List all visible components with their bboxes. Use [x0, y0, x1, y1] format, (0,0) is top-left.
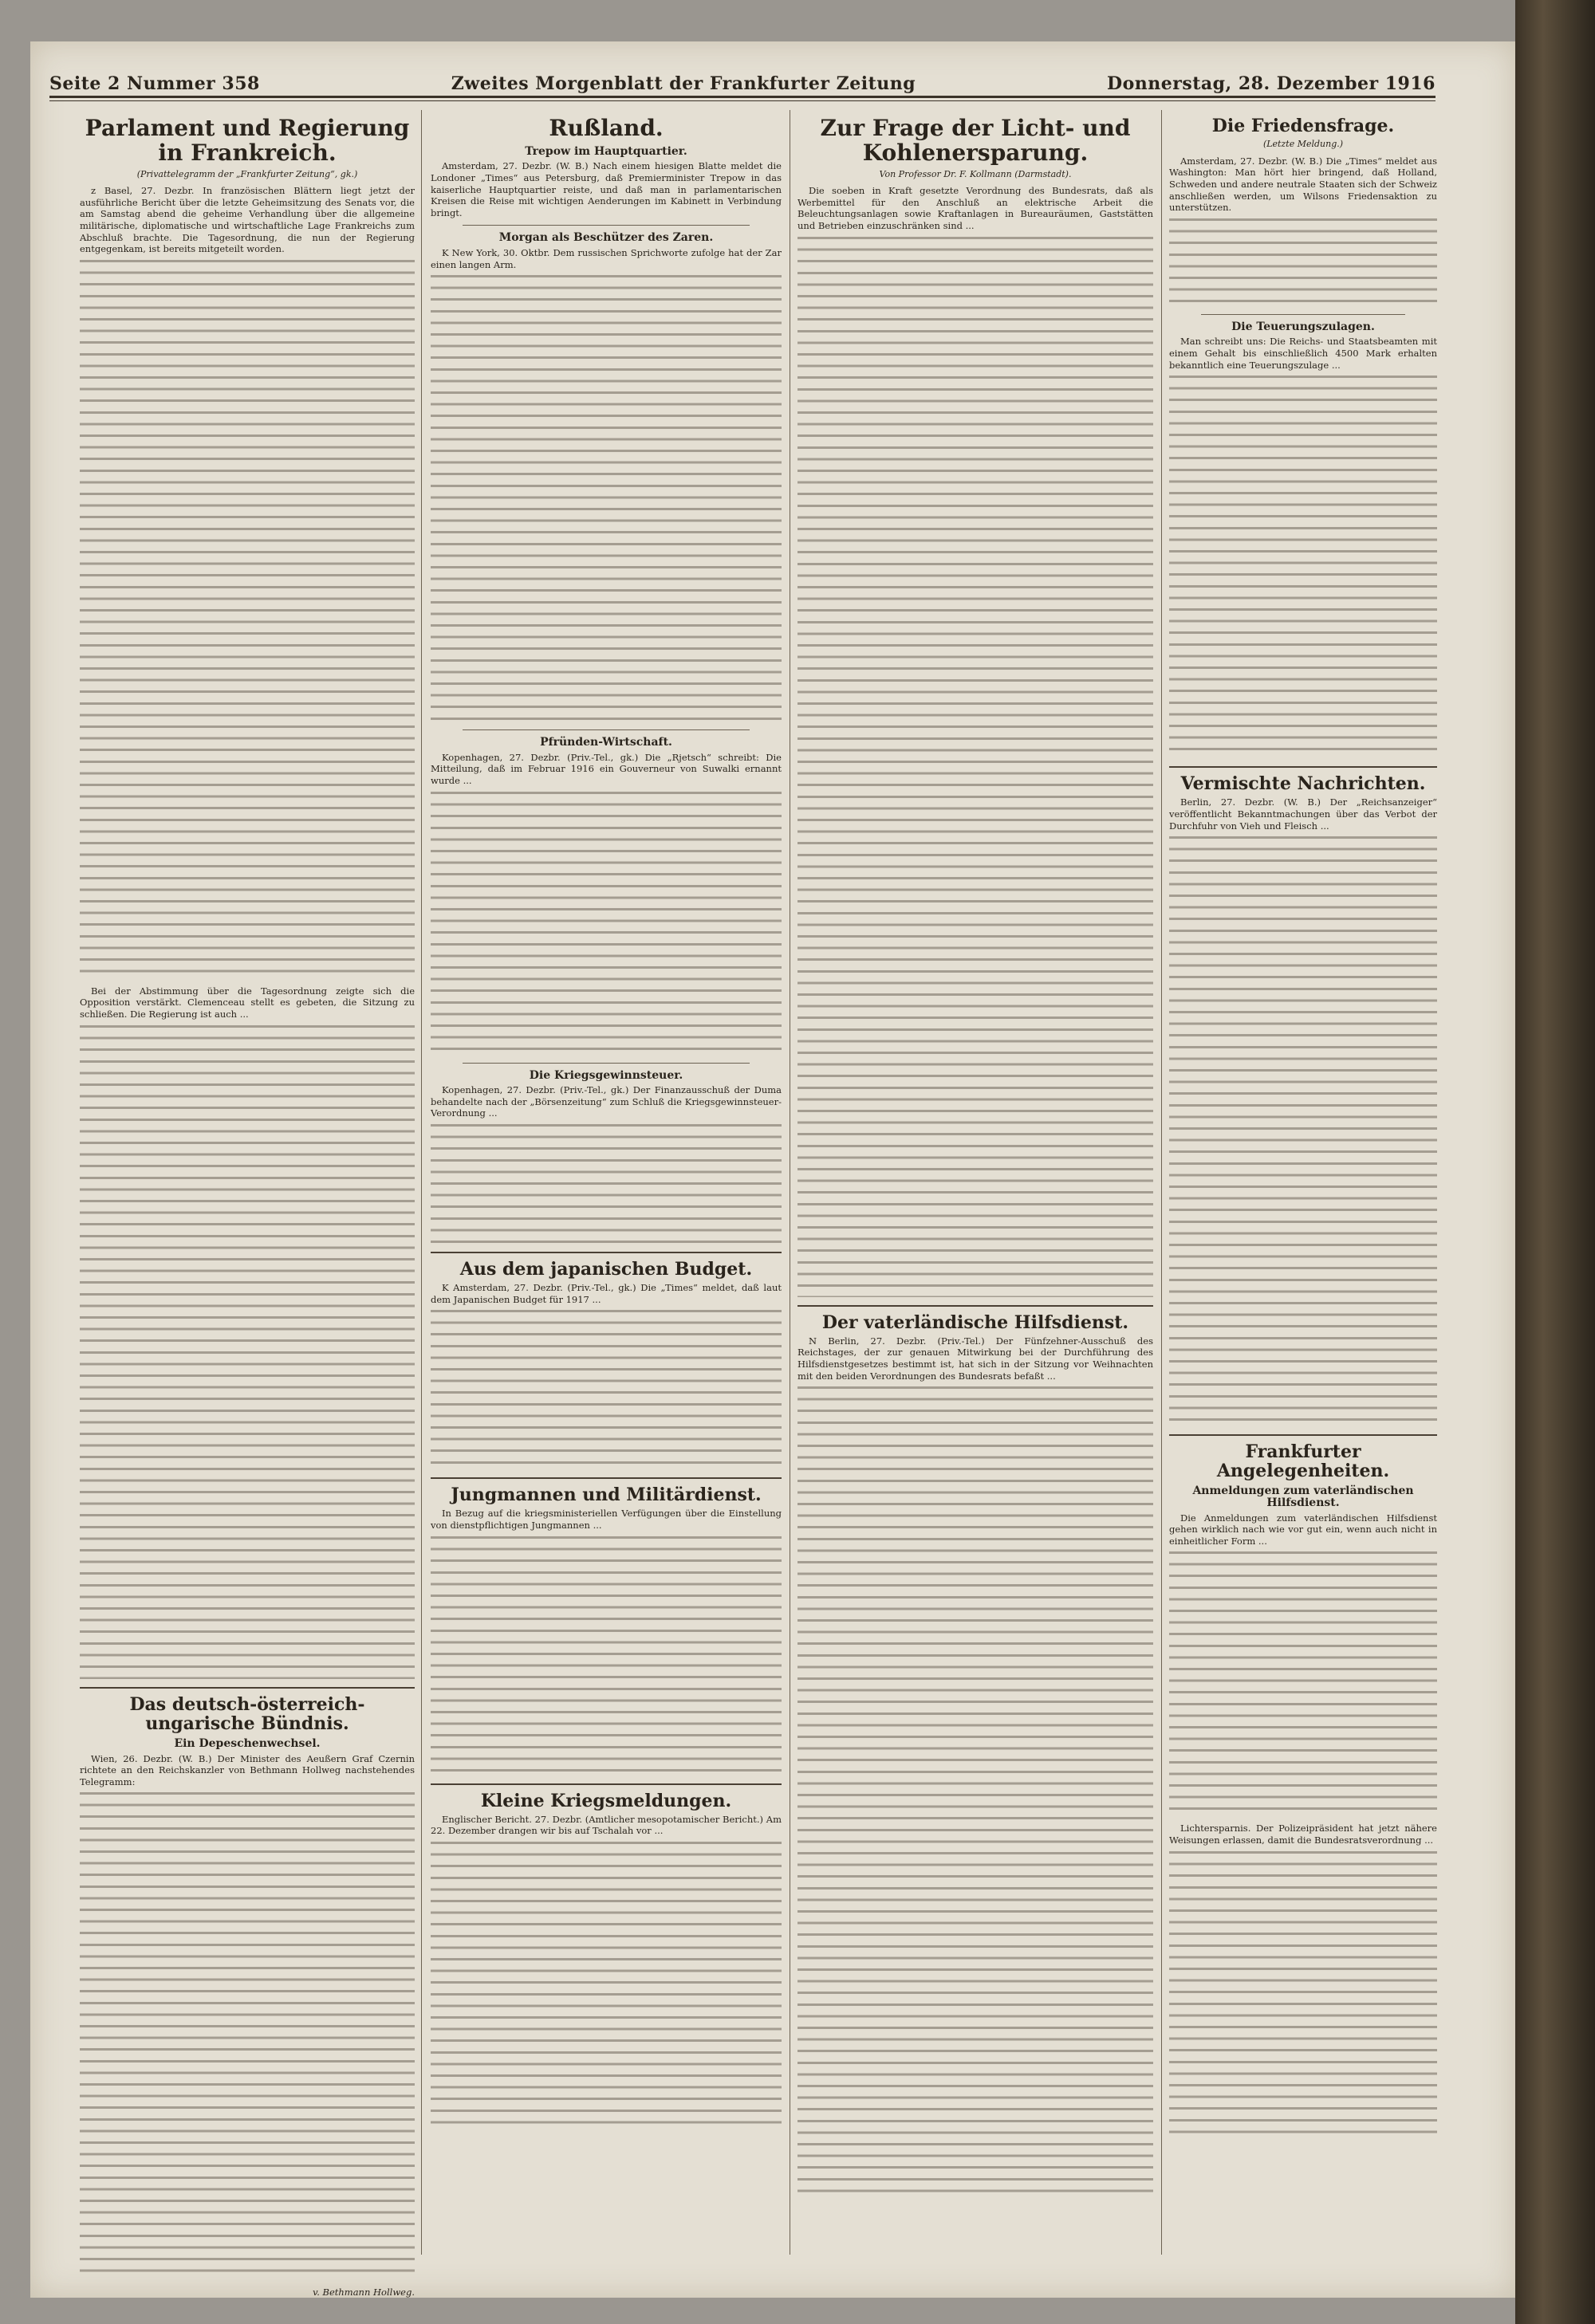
article-paragraph: In Bezug auf die kriegsministeriellen Verfügungen über die Einstellung von dienstpflichtigen Jungmannen ... — [431, 1508, 782, 1532]
article-paragraph: Wien, 26. Dezbr. (W. B.) Der Minister des Aeußern Graf Czernin richtete an den Reichskanzler von Bethmann Hollweg nachstehendes Telegramm: — [80, 1752, 415, 1787]
section-rule — [1201, 314, 1405, 315]
masthead — [49, 62, 1436, 94]
section-rule — [463, 225, 750, 226]
article-text-block — [798, 237, 1153, 1297]
article-byline: (Letzte Meldung.) — [1262, 139, 1344, 150]
article-subheadline: Anmeldungen zum vaterländischen Hilfsdienst. — [1192, 1484, 1414, 1510]
article-paragraph: Man schreibt uns: Die Reichs- und Staatsbeamten mit einem Gehalt bis einschließlich 4500 Mark erhalten bekanntlich eine Teuerungszulage ... — [1169, 336, 1437, 371]
header-rule — [49, 96, 1436, 98]
article-paragraph: Kopenhagen, 27. Dezbr. (Priv.-Tel., gk.) Der Finanzausschuß der Duma behandelte nach der „Börsenzeitung“ zum Schluß die Kriegsgewinnsteuer-Verordnung ... — [431, 1084, 782, 1119]
column-1 — [80, 110, 415, 2298]
article-headline: Pfründen-Wirtschaft. — [540, 736, 672, 749]
article-subheadline: Ein Depeschenwechsel. — [174, 1736, 321, 1750]
article-headline: Frankfurter Angelegenheiten. — [1216, 1441, 1390, 1482]
section-rule — [1169, 1434, 1437, 1436]
article-paragraph: Berlin, 27. Dezbr. (W. B.) Der „Reichsanzeiger“ veröffentlicht Bekanntmachungen über das Verbot der Durchfuhr von Vieh und Fleisch ... — [1169, 796, 1437, 832]
section-rule — [80, 1687, 415, 1689]
article-paragraph: Kopenhagen, 27. Dezbr. (Priv.-Tel., gk.) Die „Rjetsch“ schreibt: Die Mitteilung, daß im Februar 1916 ein Gouverneur von Suwalki ernannt wurde ... — [431, 751, 782, 786]
article-text-block — [431, 275, 782, 722]
article-paragraph: Amsterdam, 27. Dezbr. (W. B.) Nach einem hiesigen Blatte meldet die Londoner „Times“ aus Petersburg, daß Premierminister Trepow in das kaiserliche Hauptquartier reiste, und daß man in parlamentarischen Kreisen die Reise mit wichtigen Aenderungen im Kabinett in Verbindung bringt. — [431, 160, 782, 218]
section-rule — [798, 1305, 1153, 1307]
article-headline: Vermischte Nachrichten. — [1180, 773, 1426, 795]
section-rule — [463, 729, 750, 730]
section-rule — [431, 1477, 782, 1479]
article-byline: Von Professor Dr. F. Kollmann (Darmstadt). — [879, 168, 1072, 179]
article-headline: Morgan als Beschützer des Zaren. — [498, 231, 714, 245]
article-text-block — [431, 1124, 782, 1244]
article-text-block — [1169, 1551, 1437, 1815]
article-headline: Parlament und Regierung in Frankreich. — [85, 115, 410, 166]
article-headline: Die Kriegsgewinnsteuer. — [529, 1068, 683, 1082]
article-paragraph: K New York, 30. Oktbr. Dem russischen Sprichworte zufolge hat der Zar einen langen Arm. — [431, 246, 782, 270]
column-divider — [421, 110, 422, 2255]
article-headline: Der vaterländische Hilfsdienst. — [821, 1311, 1129, 1333]
book-binding-shadow — [1515, 0, 1595, 2324]
article-headline: Aus dem japanischen Budget. — [459, 1258, 753, 1280]
article-text-block — [80, 1025, 415, 1679]
column-2 — [431, 110, 782, 2255]
article-paragraph: Amsterdam, 27. Dezbr. (W. B.) Die „Times“ meldet aus Washington: Man hört hier bringend, daß Holland, Schweden und andere neutrale Staaten sich der Schweiz anschließen werden, um Wilsons Friedensaktion zu unterstützen. — [1169, 155, 1437, 214]
article-byline: (Privattelegramm der „Frankfurter Zeitung“, gk.) — [136, 168, 358, 179]
article-paragraph: Die soeben in Kraft gesetzte Verordnung des Bundesrats, daß als Werbemittel für den Anschluß an elektrische Arbeit die Beleuchtungsanlagen sowie Kraftanlagen in Bureauräumen, Gaststätten und Betrieben einzuschränken sind ... — [798, 185, 1153, 231]
section-rule — [463, 1063, 750, 1064]
article-headline: Das deutsch-österreich-ungarische Bündnis. — [129, 1693, 365, 1734]
column-divider — [1161, 110, 1162, 2255]
section-rule — [431, 1252, 782, 1253]
article-text-block — [1169, 836, 1437, 1426]
article-text-block — [431, 1842, 782, 2129]
section-rule — [1169, 766, 1437, 768]
article-text-block — [1169, 376, 1437, 758]
page-number: Seite 2 Nummer 358 — [49, 73, 260, 94]
article-headline: Rußland. — [549, 115, 664, 141]
article-paragraph: K Amsterdam, 27. Dezbr. (Priv.-Tel., gk.) Die „Times“ meldet, daß laut dem Japanischen Budget für 1917 ... — [431, 1282, 782, 1305]
header-rule-thin — [49, 100, 1436, 101]
article-headline: Kleine Kriegsmeldungen. — [480, 1790, 732, 1811]
article-text-block — [431, 1310, 782, 1469]
article-paragraph: Bei der Abstimmung über die Tagesordnung zeigte sich die Opposition verstärkt. Clemenceau stellt es gebeten, die Sitzung zu schließen. Die Regierung ist auch ... — [80, 985, 415, 1020]
issue-date: Donnerstag, 28. Dezember 1916 — [1107, 73, 1436, 94]
signature: v. Bethmann Hollweg. — [313, 2287, 415, 2298]
article-text-block — [1169, 1851, 1437, 2138]
column-4 — [1169, 110, 1437, 2255]
section-rule — [431, 1783, 782, 1785]
article-paragraph: N Berlin, 27. Dezbr. (Priv.-Tel.) Der Fünfzehner-Ausschuß des Reichstages, der zur genauen Mitwirkung bei der Durchführung des Hilfsdienstgesetzes bestimmt ist, hat sich in der Sitzung vor Weihnachten mit den beiden Verordnungen des Bundesrats befaßt ... — [798, 1335, 1153, 1382]
column-3 — [798, 110, 1153, 2255]
article-headline: Jungmannen und Militärdienst. — [451, 1484, 762, 1506]
article-text-block — [798, 1386, 1153, 2200]
article-text-block — [431, 792, 782, 1055]
article-text-block — [431, 1536, 782, 1775]
article-paragraph: Lichtersparnis. Der Polizeipräsident hat jetzt nähere Weisungen erlassen, damit die Bundesratsverordnung ... — [1169, 1823, 1437, 1846]
article-headline: Zur Frage der Licht- und Kohlenersparung. — [820, 115, 1131, 166]
article-headline: Die Teuerungszulagen. — [1231, 320, 1375, 333]
article-paragraph: Englischer Bericht. 27. Dezbr. (Amtlicher mesopotamischer Bericht.) Am 22. Dezember drangen wir bis auf Tschalah vor ... — [431, 1813, 782, 1837]
article-text-block — [80, 260, 415, 977]
article-text-block — [80, 1792, 415, 2279]
article-text-block — [1169, 218, 1437, 306]
article-subheadline: Trepow im Hauptquartier. — [525, 144, 687, 158]
newspaper-title: Zweites Morgenblatt der Frankfurter Zeitung — [451, 73, 916, 94]
article-paragraph: Die Anmeldungen zum vaterländischen Hilfsdienst gehen wirklich nach wie vor gut ein, wenn auch nicht in einheitlicher Form ... — [1169, 1512, 1437, 1547]
article-paragraph: z Basel, 27. Dezbr. In französischen Blättern liegt jetzt der ausführliche Bericht über die letzte Geheimsitzung des Senats vor, die am Samstag abend die geheime Verhandlung über die allgemeine militärische, diplomatische und wirtschaftliche Lage Frankreichs zum Abschluß brachte. Die Tagesordnung, die nun der Regierung entgegenkam, ist bereits mitgeteilt worden. — [80, 185, 415, 255]
article-headline: Die Friedensfrage. — [1211, 116, 1395, 136]
